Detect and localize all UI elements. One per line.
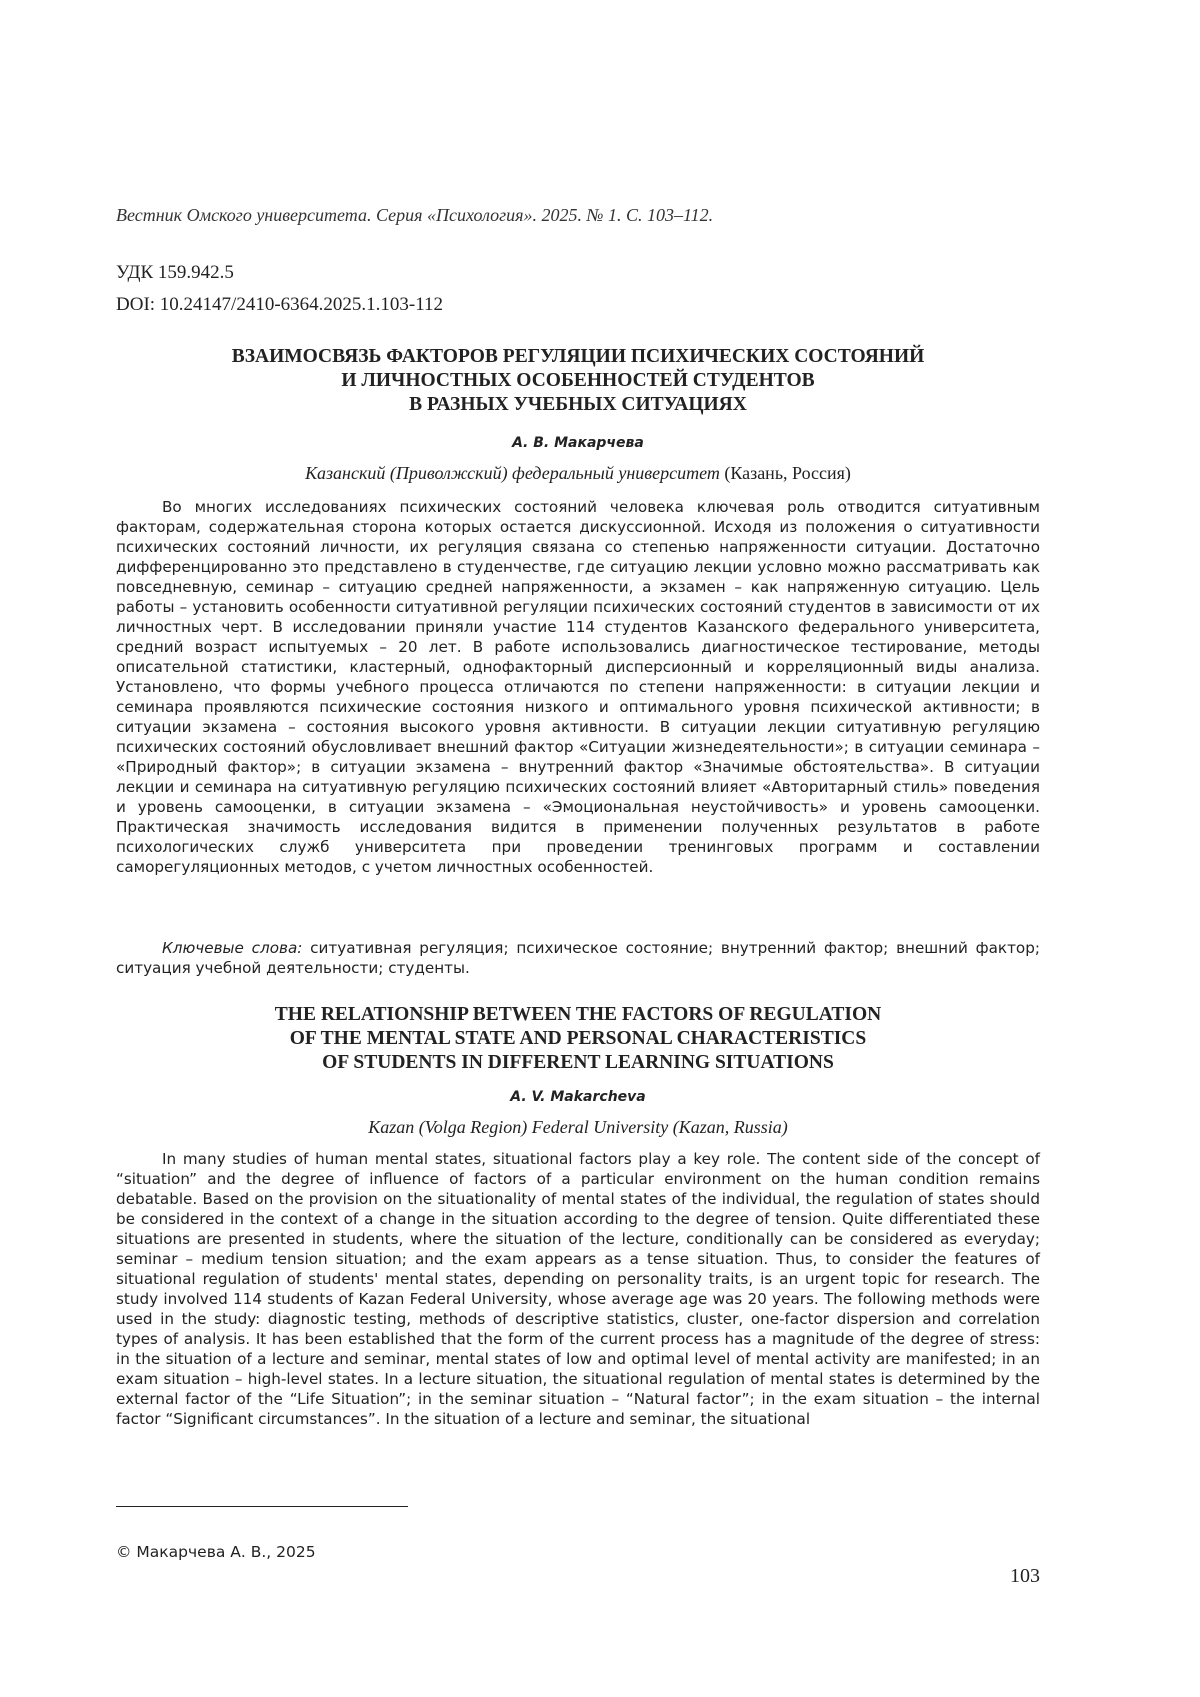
title-en-line: OF STUDENTS IN DIFFERENT LEARNING SITUATIONS [322,1052,834,1073]
footnote-divider [116,1506,408,1507]
affiliation-ru-place: (Казань, Россия) [724,463,851,483]
title-ru-line: ВЗАИМОСВЯЗЬ ФАКТОРОВ РЕГУЛЯЦИИ ПСИХИЧЕСКИХ СОСТОЯНИЙ [231,346,925,367]
article-title-ru [116,345,1040,417]
abstract-ru [116,497,1040,877]
title-en-line: THE RELATIONSHIP BETWEEN THE FACTORS OF REGULATION [274,1004,882,1025]
affiliation-ru [116,463,1040,484]
affiliation-ru-name: Казанский (Приволжский) федеральный университет [305,463,720,483]
abstract-ru-text: Во многих исследованиях психических состояний человека ключевая роль отводится ситуативным факторам, содержательная сторона которых остается дискуссионной. Исходя из положения о ситуативности психических состояний личности, их регуляция связана со степенью напряженности ситуации. Достаточно дифференцированно это представлено в студенчестве, где ситуацию лекции условно можно рассматривать как повседневную, семинар – ситуацию средней напряженности, а экзамен – как напряженную ситуацию. Цель работы – установить особенности ситуативной регуляции психических состояний студентов в зависимости от их личностных черт. В исследовании приняли участие 114 студентов Казанского федерального университета, средний возраст испытуемых – 20 лет. В работе использовались диагностическое тестирование, методы описательной статистики, кластерный, однофакторный дисперсионный и корреляционный виды анализа. Установлено, что формы учебного процесса отличаются по степени напряженности: в ситуации лекции и семинара проявляются психические состояния низкого и оптимального уровня психической активности; в ситуации экзамена – состояния высокого уровня активности. В ситуации лекции ситуативную регуляцию психических состояний обусловливает внешний фактор «Ситуации жизнедеятельности»; в ситуации семинара – «Природный фактор»; в ситуации экзамена – внутренний фактор «Значимые обстоятельства». В ситуации лекции и семинара на ситуативную регуляцию психических состояний влияет «Авторитарный стиль» поведения и уровень самооценки, в ситуации экзамена – «Эмоциональная неустойчивость» и уровень самооценки. Практическая значимость исследования видится в применении полученных результатов в работе психологических служб университета при проведении тренинговых программ и составлении саморегуляционных методов, с учетом личностных особенностей. [116,498,1040,876]
article-title-en [116,1003,1040,1075]
title-ru-line: В РАЗНЫХ УЧЕБНЫХ СИТУАЦИЯХ [409,394,747,415]
keywords-text: ситуативная регуляция; психическое состояние; внутренний фактор; внешний фактор; ситуация учебной деятельности; студенты. [116,939,1040,977]
abstract-en-text: In many studies of human mental states, situational factors play a key role. The content side of the concept of “situation” and the degree of influence of factors of a particular environment on the human condition remains debatable. Based on the provision on the situationality of mental states of the individual, the regulation of states should be considered in the context of a change in the situation according to the degree of tension. Quite differentiated these situations are presented in students, where the situation of the lecture, conditionally can be considered as everyday; seminar – medium tension situation; and the exam appears as a tense situation. Thus, to consider the features of situational regulation of students' mental states, depending on personality traits, is an urgent topic for research. The study involved 114 students of Kazan Federal University, whose average age was 20 years. The following methods were used in the study: diagnostic testing, methods of descriptive statistics, cluster, one-factor dispersion and correlation types of analysis. It has been established that the form of the current process has a magnitude of the degree of stress: in the situation of a lecture and seminar, mental states of low and optimal level of mental activity are manifested; in an exam situation – high-level states. In a lecture situation, the situational regulation of mental states is determined by the external factor of the “Life Situation”; in the seminar situation – “Natural factor”; in the exam situation – the internal factor “Significant circumstances”. In the situation of a lecture and seminar, the situational [116,1150,1040,1428]
keywords-label: Ключевые слова: [162,939,303,957]
title-ru-line: И ЛИЧНОСТНЫХ ОСОБЕННОСТЕЙ СТУДЕНТОВ [341,370,815,391]
doi: DOI: 10.24147/2410-6364.2025.1.103-112 [116,294,444,315]
abstract-en [116,1149,1040,1429]
udk-code: УДК 159.942.5 [116,262,234,283]
keywords-ru [116,938,1040,978]
copyright-notice: © Макарчева А. В., 2025 [116,1543,316,1561]
journal-citation: Вестник Омского университета. Серия «Психология». 2025. № 1. С. 103–112. [116,205,714,225]
title-en-line: OF THE MENTAL STATE AND PERSONAL CHARACTERISTICS [289,1028,867,1049]
author-ru: А. В. Макарчева [512,435,644,451]
author-en: A. V. Makarcheva [510,1089,646,1105]
affiliation-en: Kazan (Volga Region) Federal University (Kazan, Russia) [368,1117,788,1137]
page-number: 103 [1010,1565,1040,1587]
